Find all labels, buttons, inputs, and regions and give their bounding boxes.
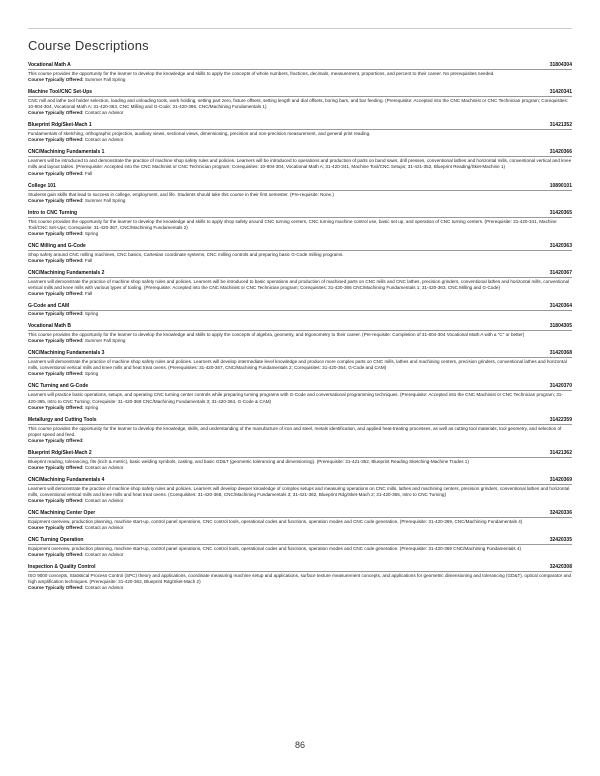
offered-label: Course Typically Offered: (28, 371, 84, 377)
course-entry (28, 183, 572, 204)
course-header (28, 270, 572, 278)
course-title: CNC/Machining Fundamentals 2 (28, 269, 105, 276)
offered-value: Spring (84, 311, 99, 317)
course-header (28, 417, 572, 425)
course-entry (28, 89, 572, 116)
course-offered (28, 258, 572, 264)
course-description: This course provides the opportunity for the learner to develop the knowledge and skills to apply shop safety around CNC turning centers, CNC turning machine control use, basic set up, and operation of CNC turning centers. (Prerequisite: 31-420-341, Machine Tool/CNC Set-Ups; Corequisite: 31-420-367, CNC/Machining Fundamentals 2) (28, 218, 557, 230)
offered-label: Course Typically Offered: (28, 137, 84, 143)
offered-value: Contact an Advisor (84, 585, 124, 591)
offered-label: Course Typically Offered: (28, 230, 84, 236)
course-header (28, 183, 572, 191)
course-entry (28, 477, 572, 504)
course-code: 31420365 (549, 209, 572, 216)
offered-label: Course Typically Offered: (28, 257, 84, 263)
offered-label: Course Typically Offered: (28, 404, 84, 410)
course-header (28, 210, 572, 218)
course-offered (28, 371, 572, 377)
course-entry (28, 243, 572, 264)
offered-label: Course Typically Offered: (28, 77, 84, 83)
course-description: This course provides the opportunity for the learner to develop the knowledge and skills to apply the concepts of whole numbers, fractions, decimals, measurement, proportions, and percent to their career. No prerequisites needed. (28, 71, 495, 76)
offered-value: Contact an Advisor (84, 552, 124, 558)
offered-label: Course Typically Offered: (28, 311, 84, 317)
offered-value: Spring (84, 371, 99, 377)
course-description: Learners will demonstrate the practice of machine shop safety rules and policies. Learners will develop deeper knowledge of complex setups and measuring operations on CNC mills, lathes and machining centers, precision grinders, conventional lathes and horizontal mills, conventional vertical mills and knee mills and heat treat ovens. (Corequisites: 31-420-368, CNC/Machining Fundamentals 3; 31-421-362, Blueprint Rdg/Sket-Mach 2; 31-420-365, Intro to CNC Turning) (28, 485, 570, 497)
course-entry (28, 303, 572, 317)
offered-label: Course Typically Offered: (28, 437, 84, 443)
offered-label: Course Typically Offered: (28, 498, 84, 504)
offered-value: Contact an Advisor (84, 498, 124, 504)
course-code: 31422359 (549, 416, 572, 423)
offered-value: Contact an Advisor (84, 110, 124, 116)
page-title: Course Descriptions (28, 38, 149, 53)
course-description: This course provides the opportunity for the learner to develop the knowledge, skills, and understanding of the manufacture of iron and steel, metals identification, and applied heat-treating processes, as well as cutting tool materials, tool geometry, and selection of proper speed and feed. (28, 425, 562, 437)
course-title: College 101 (28, 182, 56, 189)
offered-value: Contact an Advisor (84, 137, 124, 143)
course-code: 32420308 (549, 564, 572, 571)
course-entry (28, 210, 572, 237)
course-code: 31420368 (549, 350, 572, 357)
course-entry (28, 122, 572, 143)
course-code: 31420341 (549, 89, 572, 96)
course-description: Learners will practice basic operations, setups, and operating CNC turning center controls while preparing turning programs with G-Code and conversational programming techniques. (Prerequisite: Accepted into the CNC Machinist or CNC Technician program; 31-420-365, Intro to CNC Turning; Corequisite: 31-420-368 CNC/Machining Fundamentals 3; 31-420-364, G-Code & CAM) (28, 392, 563, 404)
course-entry (28, 62, 572, 83)
course-description: Blueprint reading, tolerancing, fits (inch & metric), basic welding symbols, casting, and basic GD&T (geometric tolerancing and dimensioning). (Prerequisite: 31-421-352, Blueprint Reading Sketching-Machine Trades 1) (28, 458, 469, 464)
offered-value: Spring (84, 404, 99, 410)
course-description: This course provides the opportunity for the learner to develop the knowledge and skills to apply the concepts of algebra, geometry, and trigonometry to their career. (Pre-requisite: Completion of 31-804-304 Vocational Math A with a "C" or better) (28, 332, 525, 338)
course-header (28, 510, 572, 518)
offered-label: Course Typically Offered: (28, 170, 84, 176)
course-offered (28, 552, 572, 558)
course-title: Metallurgy and Cutting Tools (28, 416, 97, 423)
offered-label: Course Typically Offered: (28, 552, 84, 558)
course-title: Blueprint Rdg/Sket-Mach 2 (28, 449, 92, 456)
offered-label: Course Typically Offered: (28, 197, 84, 203)
course-entry (28, 323, 572, 344)
course-title: CNC/Machining Fundamentals 3 (28, 350, 105, 357)
course-title: Vocational Math A (28, 62, 71, 68)
course-description: Shop safety around CNC milling machines, CNC basics, Cartesian coordinate systems, CNC milling controls and preparing basic G-Code milling programs. (28, 251, 344, 257)
course-title: CNC Turning Operation (28, 537, 84, 544)
course-entry (28, 350, 572, 377)
course-offered (28, 110, 572, 116)
course-list (28, 62, 572, 597)
course-offered (28, 438, 572, 444)
course-code: 10890101 (549, 182, 572, 189)
course-description: Learners will be introduced to and demonstrate the practice of machine shop safety rules and policies. Learners will be introduced to operations and production of parts on band saws, drill presses, conventional lathes and horizontal mills, conventional vertical and knee mills and layout tables. (Prerequisite: Accepted into the CNC Machinist or CNC Technician program; Corequisites: 10-804-304, Vocational Math A; 31-420-341, Machine Tool/CNC Setups; 31-421-352, Blueprint Reading/Sket-Machine 1) (28, 158, 572, 170)
course-code: 31420367 (549, 269, 572, 276)
offered-label: Course Typically Offered: (28, 110, 84, 116)
course-title: CNC Turning and G-Code (28, 383, 89, 390)
offered-value: Summer Fall Spring (84, 77, 126, 83)
offered-value: Fall (84, 170, 93, 176)
course-entry (28, 149, 572, 176)
offered-label: Course Typically Offered: (28, 291, 84, 297)
course-code: 31420364 (549, 303, 572, 310)
course-title: Blueprint Rdg/Sket-Mach 1 (28, 122, 92, 129)
course-description: Fundamentals of sketching, orthographic projection, auxiliary views, sectional views, dimensioning, precision and non-precision measurement, and general print reading. (28, 131, 371, 137)
course-offered (28, 137, 572, 143)
course-header (28, 383, 572, 391)
course-description: CNC mill and lathe tool holder selection, loading and unloading tools, work holding, setting part zero, fixture offsets, setting length and dial offsets, boring bars, and bar feeding. (Prerequisite: Accepted into the CNC Machinist or CNC Technician program; Corequisites: 10-804-304, Vocational Math A; 31-420-363, CNC Milling and G-Code; 31-420-366, CNC/Machining Fundamentals 1) (28, 98, 569, 110)
offered-value: Contact an Advisor (84, 464, 124, 470)
course-title: Inspection & Quality Control (28, 564, 96, 571)
course-offered (28, 198, 572, 204)
course-entry (28, 450, 572, 471)
course-header (28, 243, 572, 251)
course-header (28, 323, 572, 331)
course-description: Equipment overview, production planning, machine start-up, control panel operations, CNC control tools, operational codes and functions, operation modes and CNC code generation. (Prerequisite: 31-420-369 CNC/Machining Fundamentals 4) (28, 546, 522, 552)
course-entry (28, 417, 572, 444)
course-code: 31420366 (549, 149, 572, 156)
course-entry (28, 537, 572, 558)
course-code: 31421352 (549, 122, 572, 129)
offered-label: Course Typically Offered: (28, 464, 84, 470)
course-title: Intro to CNC Turning (28, 209, 78, 216)
course-header (28, 477, 572, 485)
course-title: CNC/Machining Fundamentals 1 (28, 149, 105, 156)
offered-value: Fall (84, 257, 93, 263)
course-offered (28, 171, 572, 177)
course-description: Equipment overview, production planning, machine start-up, control panel operations, CNC control tools, operational codes and functions, operation modes and CNC code generation. (Prerequisite: 31-420-369, CNC/Machining Fundamentals 4) (28, 519, 523, 525)
course-code: 32420336 (549, 510, 572, 517)
course-offered (28, 338, 572, 344)
course-code: 31804304 (549, 62, 572, 68)
course-offered (28, 231, 572, 237)
course-offered (28, 405, 572, 411)
course-description: Students gain skills that lead to success in college, employment, and life. Students should take this course in their first semester. (Pre-requisite: None.) (28, 191, 334, 197)
offered-label: Course Typically Offered: (28, 525, 84, 531)
course-offered (28, 585, 572, 591)
course-title: CNC/Machining Fundamentals 4 (28, 476, 105, 483)
course-description: Learners will demonstrate the practice of machine shop safety rules and policies. Learners will develop intermediate level knowledge and produce more complex parts on CNC mills, lathes and machining centers, precision grinders, conventional lathes and horizontal mills, conventional vertical mills and knee mills and heat treat ovens. (Prerequisites: 31-420-367, CNC/Machining Fundamentals 2; Corequisites: 31-420-364, G-Code and CAM) (28, 359, 567, 371)
course-header (28, 537, 572, 545)
course-code: 31804305 (549, 323, 572, 330)
course-header (28, 350, 572, 358)
offered-value: Contact an Advisor (84, 525, 124, 531)
course-header (28, 62, 572, 70)
top-divider (28, 28, 572, 29)
course-code: 31420369 (549, 476, 572, 483)
course-header (28, 450, 572, 458)
course-header (28, 89, 572, 97)
course-code: 31420363 (549, 242, 572, 249)
course-title: CNC Milling and G-Code (28, 242, 86, 249)
offered-label: Course Typically Offered: (28, 338, 84, 344)
course-title: Machine Tool/CNC Set-Ups (28, 89, 93, 96)
course-entry (28, 383, 572, 410)
course-header (28, 303, 572, 311)
course-offered (28, 291, 572, 297)
course-header (28, 122, 572, 130)
course-title: CNC Machining Center Oper (28, 510, 96, 517)
offered-value: Summer Fall Spring (84, 338, 126, 344)
course-title: Vocational Math B (28, 323, 71, 330)
course-header (28, 149, 572, 157)
course-offered (28, 498, 572, 504)
course-entry (28, 510, 572, 531)
course-offered (28, 311, 572, 317)
course-title: G-Code and CAM (28, 303, 70, 310)
course-offered (28, 525, 572, 531)
course-offered (28, 465, 572, 471)
course-code: 32420335 (549, 537, 572, 544)
course-entry (28, 270, 572, 297)
page-number: 86 (294, 740, 305, 750)
offered-value: Spring (84, 230, 99, 236)
course-description: ISO 9000 concepts, Statistical Process Control (SPC) theory and applications, coordinate measuring machine setup and applications, surface texture measurement concepts, and applications for geometric dimensioning and tolerancing (GD&T), optical comparator and high amplification techniques. (Prerequisite: 31-420-362, Blueprint Rdg/Sket-Mach 2) (28, 573, 572, 585)
offered-label: Course Typically Offered: (28, 585, 84, 591)
course-code: 31420370 (549, 383, 572, 390)
course-offered (28, 77, 572, 83)
course-header (28, 564, 572, 572)
course-code: 31421362 (549, 449, 572, 456)
course-description: Learners will demonstrate the practice of machine shop safety rules and policies. Learners will be introduced to basic operations and production of machined parts on CNC mills and CNC lathes, precision grinders, conventional lathes and horizontal mills, conventional vertical mills and knee mills with various types of tooling. (Prerequisite: Accepted into the CNC Machinist or CNC Technician program; Corequisites: 31-420-366 CNC/Machining Fundamentals 1; 31-420-363, CNC Milling and G-Code) (28, 278, 570, 291)
offered-value: Fall (84, 291, 93, 297)
offered-value: Summer Fall Spring (84, 197, 126, 203)
course-entry (28, 564, 572, 591)
